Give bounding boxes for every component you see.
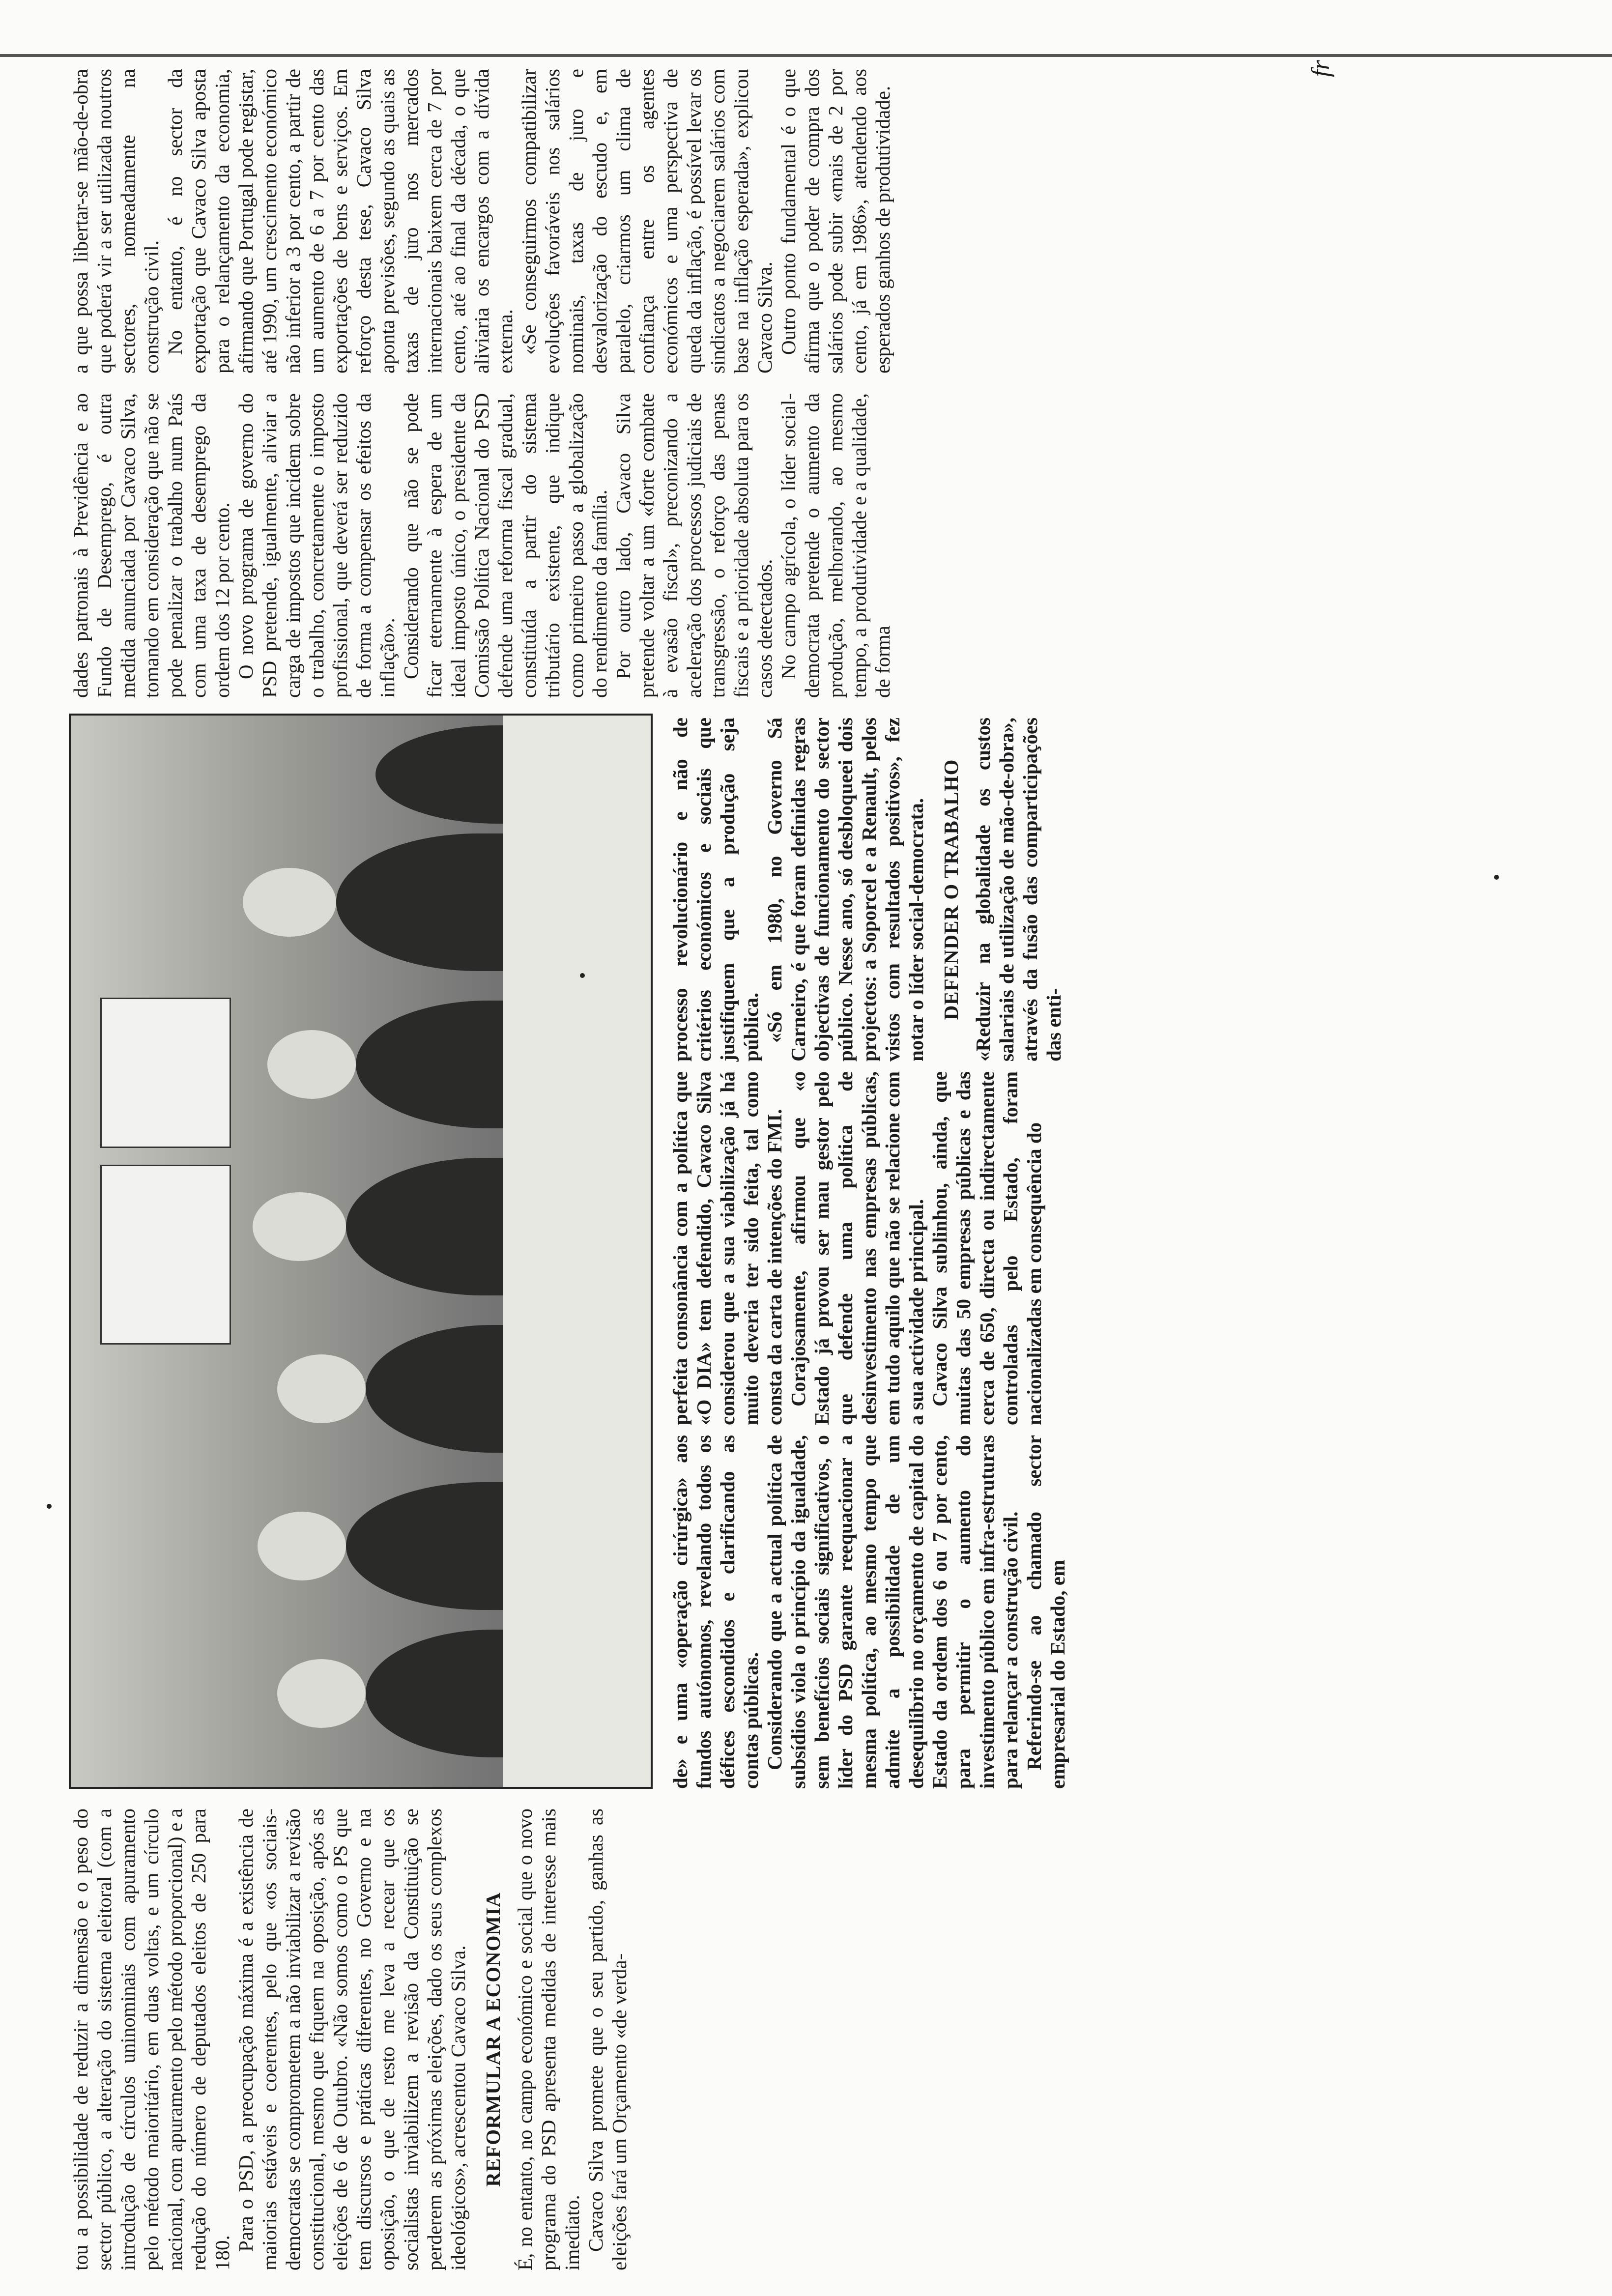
photo-head	[267, 1030, 356, 1099]
top-scan-rule	[0, 54, 1612, 57]
col6-paragraph-3: «Se conseguirmos compatibilizar evoluções favoráveis nos salários nominais, taxas de juro e desvalorização do escudo e, em paralelo, criarmos um clima de confiança entre os agentes económicos e uma perspectiva de queda da inflação, é possível levar os sindicatos a negociarem salários com base na inflação esperada», explicou Cavaco Silva.	[518, 69, 776, 373]
photo-window	[100, 1165, 231, 1345]
col1-paragraph-3: É, no entanto, no campo económico e social que o novo programa do PSD apresenta medidas de interesse mais imediato.	[514, 1808, 583, 2270]
col4-paragraph-3: «Reduzir na globalidade os custos salariais de utilização de mão-de-obra», através da fusão das comparticipações das enti-	[972, 718, 1065, 1062]
col5-paragraph-4: Por outro lado, Cavaco Silva pretende voltar a um «forte combate à evasão fiscal», preconizando a aceleração dos processos judiciais de transgressão, o reforço das penas fiscais e a prioridade absoluta para os casos detectados.	[612, 393, 776, 698]
col1-paragraph-1: tou a possibilidade de reduzir a dimensão e o peso do sector público, a alteração do sistema eleitoral (com a introdução de círculos uninominais com apuramento pelo método maioritário, em duas voltas, e um círculo nacional, com apuramento pelo método proporcional) e a redução do número de deputados eleitos de 250 para 180.	[69, 1808, 233, 2270]
col5-paragraph-5: No campo agrícola, o líder social-democrata pretende o aumento da produção, melhorando, ao mesmo tempo, a produtividade e a qualidade, de forma	[777, 393, 894, 698]
col1-paragraph-2: Para o PSD, a preocupação máxima é a existência de maiorias estáveis e coerentes, pelo que «os sociais-democratas se comprometem a não inviabilizar a revisão constitucional, mesmo que fiquem na oposição, após as eleições de 6 de Outubro. «Não somos como o PS que tem discursos e práticas diferentes, no Governo e na oposição, o que de resto me leva a recear que os socialistas inviabilizem a revisão da Constituição se perderem as próximas eleições, dado os seus complexos ideológicos», acrescentou Cavaco Silva.	[234, 1808, 469, 2270]
scan-speckle	[580, 973, 585, 978]
col5-paragraph-1: dades patronais à Previdência e ao Fundo de Desemprego, é outra medida anunciada por Cavaco Silva, tomando em consideração que não se pode penalizar o trabalho num País com uma taxa de desemprego da ordem dos 12 por cento.	[69, 393, 233, 698]
column-1	[69, 1808, 1268, 2270]
col6-paragraph-1: a que possa libertar-se mão-de-obra que poderá vir a ser utilizada noutros sectores, nomeadamente na construção civil.	[69, 69, 163, 373]
col6-paragraph-2: No entanto, é no sector da exportação que Cavaco Silva aposta para o relançamento da economia, afirmando que Portugal pode registar, até 1990, um crescimento económico não inferior a 3 por cento, a partir de um aumento de 6 a 7 por cento das exportações de bens e serviços. Em reforço desta tese, Cavaco Silva aponta previsões, segundo as quais as taxas de juro nos mercados internacionais baixem cerca de 7 por cento, até ao final da década, o que aliviaria os encargos com a dívida externa.	[164, 69, 517, 373]
photo-window	[100, 998, 231, 1148]
col5-paragraph-3: Considerando que não se pode ficar eternamente à espera de um ideal imposto único, o presidente da Comissão Política Nacional do PSD defende uma reforma fiscal gradual, constituída a partir do sistema tributário existente, que indique como primeiro passo a globalização do rendimento da família.	[400, 393, 611, 698]
column-3	[668, 1071, 1268, 1425]
col2-paragraph-1: de» e uma «operação cirúrgica» aos fundos autónomos, revelando todos os défices escondidos e clarificando as contas públicas.	[669, 1435, 762, 1789]
col3-paragraph-1: perfeita consonância com a política que «O DIA» tem defendido, Cavaco Silva considerou que a sua viabilização já há muito deveria ter sido feita, tal como consta da carta de intenções do FMI.	[669, 1071, 786, 1425]
subheading-defender-trabalho: DEFENDER O TRABALHO	[940, 759, 962, 1020]
col3-paragraph-2: Corajosamente, afirmou que «o Estado já provou ser mau gestor pelo que defende uma política de desinvestimento nas empresas públicas, em tudo aquilo que não se relacione com a sua actividade principal.	[787, 1071, 927, 1425]
photo-head	[277, 1354, 366, 1423]
scan-speckle	[1494, 875, 1499, 880]
news-photograph	[69, 714, 653, 1789]
photo-head	[258, 1512, 346, 1580]
col5-paragraph-2: O novo programa de governo do PSD pretende, igualmente, aliviar a carga de impostos que incidem sobre o trabalho, concretamente o imposto profissional, que deverá ser reduzido de forma a compensar os efeitos da inflação».	[234, 393, 399, 698]
col2-paragraph-3: Referindo-se ao chamado sector empresarial do Estado, em	[1023, 1435, 1069, 1789]
column-4	[668, 718, 1268, 1062]
column-6	[69, 69, 1268, 373]
photo-head	[243, 868, 336, 937]
col6-paragraph-4: Outro ponto fundamental é o que afirma que o poder de compra dos salários pode subir «mais de 2 por cento, já em 1986», atendendo aos esperados ganhos de produtividade.	[777, 69, 894, 373]
photo-table	[503, 716, 651, 1787]
article-page	[69, 59, 1268, 2270]
photo-head	[253, 1192, 346, 1261]
photo-head	[277, 1659, 366, 1728]
col2-paragraph-2: Considerando que a actual política de subsídios viola o princípio da igualdade, sem benefícios sociais significativos, o líder do PSD garante reequacionar a mesma política, ao mesmo tempo que admite a possibilidade de um desequilíbrio no orçamento de capital do Estado da ordem dos 6 ou 7 por cento, para permitir o aumento do investimento público em infra-estruturas para relançar a construção civil.	[763, 1435, 1022, 1789]
col4-paragraph-2: «Só em 1980, no Governo Sá Carneiro, é que foram definidas regras objectivas de funcionamento do sector público. Nesse ano, só desbloqueei dois projectos: a Soporcel e a Renault, pelos vistos com resultados positivos», fez notar o líder social-democrata.	[763, 718, 927, 1062]
column-2	[668, 1435, 1268, 1789]
subheading-reformular-economia: REFORMULAR A ECONOMIA	[482, 1892, 504, 2187]
scan-speckle	[47, 1504, 52, 1509]
corner-mark: fr	[1306, 60, 1335, 77]
col3-paragraph-3: Cavaco Silva sublinhou, ainda, que muitas das 50 empresas públicas e das cerca de 650, directa ou indirectamente controladas pelo Estado, foram nacionalizadas em consequência do	[928, 1071, 1045, 1425]
col4-paragraph-1: processo revolucionário e não de critérios económicos e sociais que justifiquem que a produção seja pública.	[669, 718, 762, 1062]
column-5	[69, 393, 1268, 698]
col1-paragraph-4: Cavaco Silva promete que o seu partido, ganhas as eleições fará um Orçamento «de verda-	[584, 1808, 631, 2270]
